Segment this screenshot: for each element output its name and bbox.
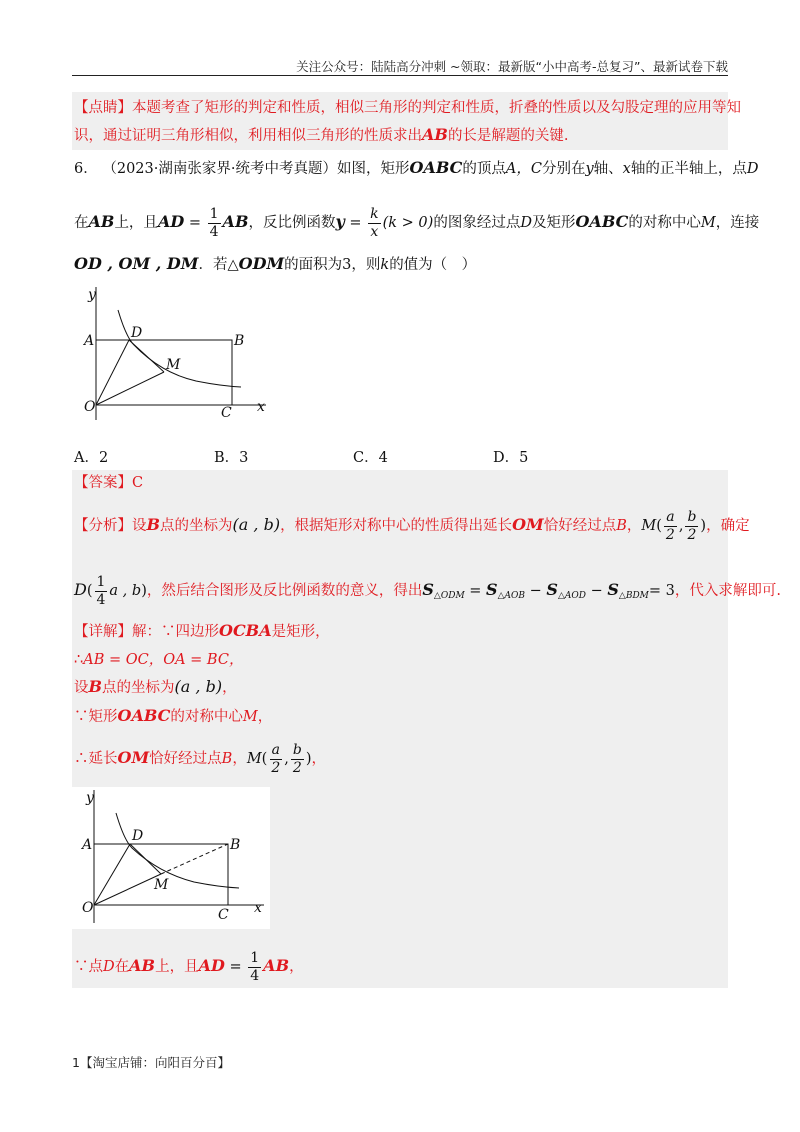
analysis-label: 【分析】	[74, 518, 132, 534]
question-number: 6．	[74, 161, 98, 177]
label-b: B	[234, 333, 245, 349]
hyperbola-curve	[118, 310, 241, 387]
label-m: M	[154, 877, 169, 893]
detail-line-5: ∴延长OM恰好经过点B，M( $\frac{a}{2}$ , $\frac{b}{2}$ )，	[74, 741, 327, 776]
label-a: A	[82, 837, 93, 853]
label-x: x	[254, 900, 262, 916]
label-c: C	[218, 907, 229, 923]
detail-line-4: ∵矩形OABC的对称中心M，	[74, 706, 273, 725]
segment-dm	[129, 340, 164, 372]
label-a: A	[84, 333, 95, 349]
option-d[interactable]: D．5	[493, 450, 529, 466]
question-figure	[76, 285, 276, 425]
label-m: M	[166, 357, 181, 373]
question-source: （2023·湖南张家界·统考中考真题）	[102, 161, 337, 177]
segment-om	[96, 372, 164, 405]
detail-line-6: ∵点D在AB上，且AD = $\frac{1}{4}$ AB，	[74, 949, 304, 984]
option-a[interactable]: A．2	[74, 450, 109, 466]
comment-label: 【点睛】	[74, 100, 132, 116]
page-footer: 1【淘宝店铺：向阳百分百】	[72, 1055, 230, 1070]
label-o: O	[84, 399, 96, 415]
comment-line-2: 识，通过证明三角形相似，利用相似三角形的性质求出AB的长是解题的关键.	[74, 125, 569, 144]
fraction-one-quarter: $\frac{1}{4}$	[209, 205, 219, 240]
answer-line	[74, 473, 143, 493]
segment-od	[96, 340, 129, 405]
segment-od	[94, 844, 130, 905]
detail-label: 【详解】	[74, 624, 132, 640]
detail-line-3: 设B点的坐标为(a , b)，	[74, 677, 237, 696]
segment-dm	[130, 844, 161, 874]
detail-line-2: ∴AB = OC，OA = BC，	[74, 652, 244, 668]
header-divider	[72, 75, 728, 76]
detail-line-1: 【详解】解：∵四边形OCBA是矩形，	[74, 621, 330, 640]
label-c: C	[221, 405, 232, 421]
answer-value: C	[132, 475, 144, 491]
segment-mb-dashed	[161, 844, 228, 874]
hyperbola-curve	[116, 813, 239, 888]
question-line-3: OD , OM , DM．若△ODM的面积为3，则k的值为（ ）	[74, 254, 477, 273]
label-d: D	[132, 828, 144, 844]
solution-figure	[74, 788, 270, 928]
comment-line-1: 【点睛】本题考查了矩形的判定和性质，相似三角形的判定和性质，折叠的性质以及勾股定理的应用等知	[74, 100, 741, 116]
option-b[interactable]: B．3	[214, 450, 249, 466]
label-d: D	[131, 325, 143, 341]
option-c[interactable]: C．4	[353, 450, 388, 466]
page-header: 关注公众号：陆陆高分冲刺 ~领取：最新版“小中高考-总复习”、最新试卷下载	[296, 59, 728, 74]
label-y: y	[88, 287, 96, 303]
answer-label: 【答案】	[74, 475, 132, 491]
question-line-2: 在AB上，且AD = $\frac{1}{4}$ AB，反比例函数y = $\frac{k}{x}$ (k > 0)的图象经过点D及矩形OABC的对称中心M，连接	[74, 205, 760, 240]
question-line-1: 6． （2023·湖南张家界·统考中考真题）如图，矩形OABC的顶点A，C分别在y轴、x轴的正半轴上，点D	[74, 158, 759, 177]
label-y: y	[86, 790, 94, 806]
label-o: O	[82, 900, 94, 916]
segment-om	[94, 874, 161, 905]
label-x: x	[257, 399, 265, 415]
label-b: B	[230, 837, 241, 853]
analysis-line-2: D( $\frac{1}{4}$ a , b)，然后结合图形及反比例函数的意义，得出$S_{\triangle ODM} = S_{\triangle AOB} - S_{\triangle AOD} - S_{\triangle BDM}= 3$，代入求解即可.	[74, 573, 781, 608]
analysis-line-1: 【分析】设B点的坐标为(a , b)，根据矩形对称中心的性质得出延长OM恰好经过点B，M( $\frac{a}{2}$ , $\frac{b}{2}$ )，确定	[74, 508, 750, 543]
fraction-k-over-x: $\frac{k}{x}$	[370, 205, 379, 240]
